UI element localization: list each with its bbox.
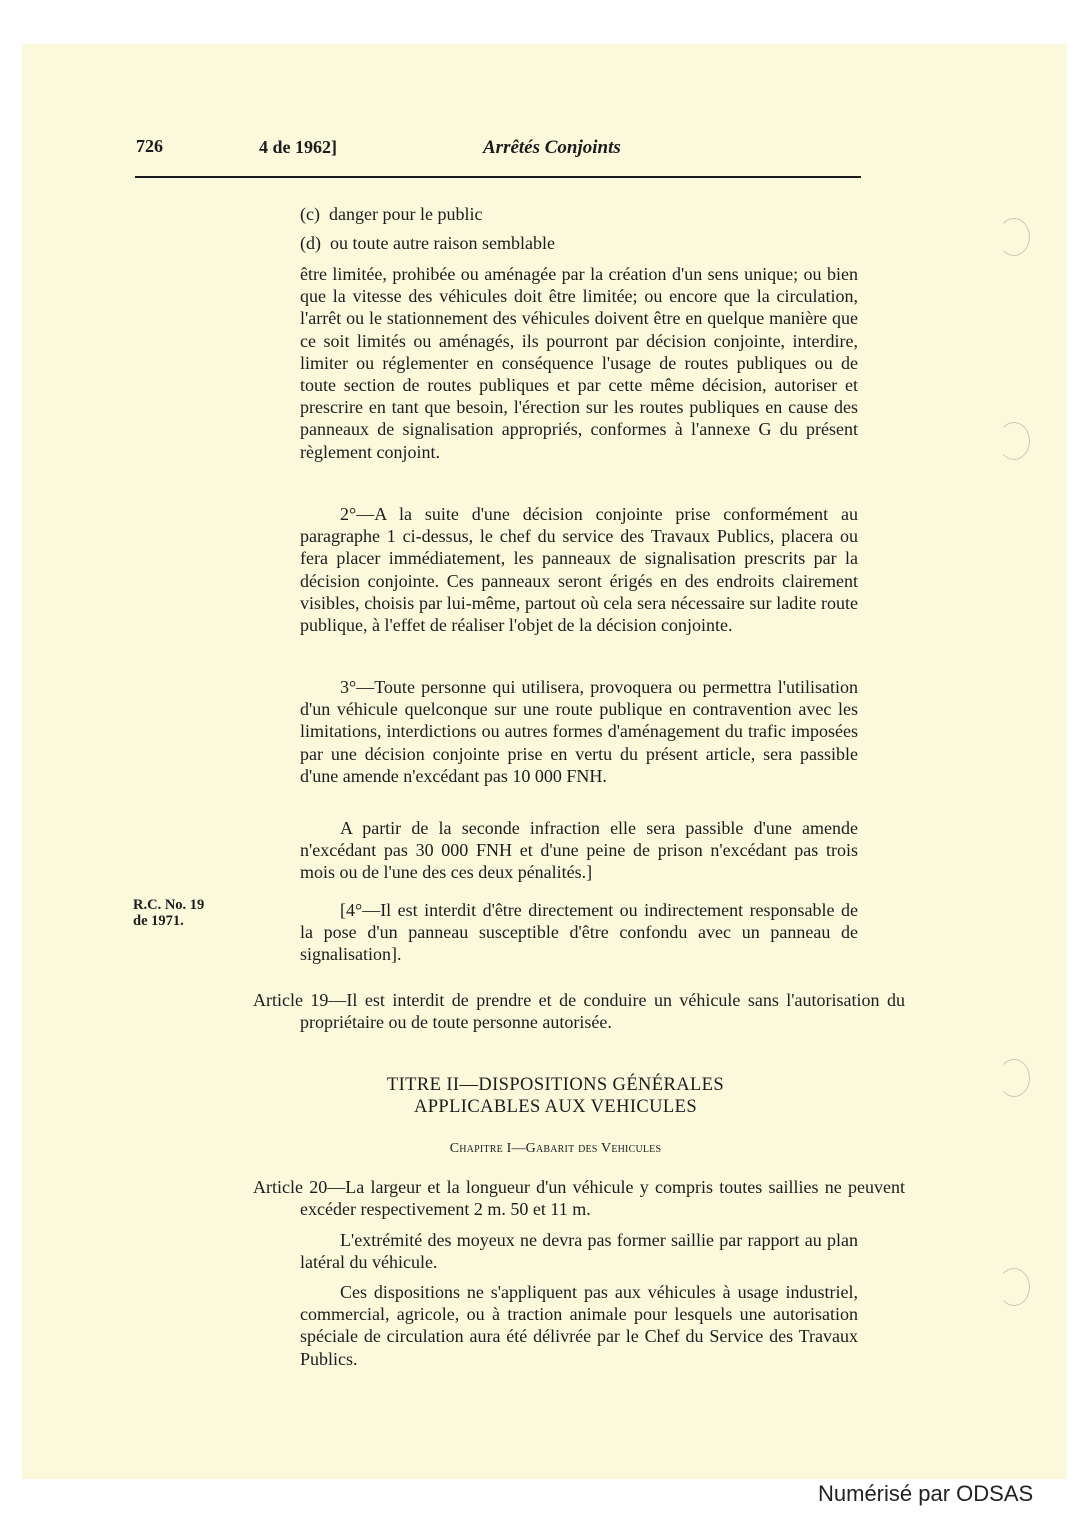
list-item — [300, 203, 482, 225]
binder-hole-3 — [998, 1059, 1030, 1097]
titre-line2: APPLICABLES AUX VEHICULES — [413, 1097, 698, 1117]
list-item — [300, 232, 555, 254]
article-20: Article 20—La largeur et la longueur d'un véhicule y compris toutes saillies ne peuvent excéder respectivement 2 m. 50 et 11 m. — [253, 1177, 905, 1220]
digitization-watermark: Numérisé par ODSAS — [818, 1481, 1034, 1506]
binder-hole-1 — [998, 218, 1030, 256]
header-rule — [135, 176, 861, 178]
margin-note-line1: R.C. No. 19 — [133, 897, 205, 913]
paragraph-continuation: être limitée, prohibée ou aménagée par la création d'un sens unique; ou bien que la vitesse des véhicules doit être limitée; ou encore que la circulation, l'arrêt ou le stationnement des véhicules doivent être en quelque manière que ce soit limités ou aménagés, ils pourront par décision conjointe, interdire, limiter ou réglementer en conséquence l'usage de routes publiques ou de toute section de routes publiques et par cette même décision, autoriser et prescrire en tant que besoin, l'érection sur les routes publiques en cause des panneaux de signalisation appropriés, conformes à l'annexe G du présent règlement conjoint. — [300, 264, 858, 462]
paragraph-4: [4°—Il est interdit d'être directement ou indirectement responsable de la pose d'un panneau susceptible d'être confondu avec un panneau de signalisation]. — [300, 900, 858, 965]
article-19: Article 19—Il est interdit de prendre et de conduire un véhicule sans l'autorisation du propriétaire ou de toute personne autorisée. — [253, 990, 905, 1033]
margin-note — [133, 897, 204, 929]
list-text: ou toute autre raison semblable — [330, 233, 555, 253]
paragraph-3: 3°—Toute personne qui utilisera, provoquera ou permettra l'utilisation d'un véhicule quelconque sur une route publique en contravention avec les limitations, interdictions ou autres formes d'aménagement du trafic imposées par une décision conjointe prise en vertu du présent article, sera passible d'une amende n'excédant pas 10 000 FNH. — [300, 677, 858, 786]
margin-note-line2: de 1971. — [133, 913, 184, 929]
paragraph-20c: Ces dispositions ne s'appliquent pas aux véhicules à usage industriel, commercial, agricole, ou à traction animale pour lesquels une autorisation spéciale de circulation aura été délivrée par le Chef du Service des Travaux Publics. — [300, 1282, 858, 1369]
paragraph-2: 2°—A la suite d'une décision conjointe prise conformément au paragraphe 1 ci-dessus, le chef du service des Travaux Publics, placera ou fera placer immédiatement, les panneaux de signalisation prescrits par la décision conjointe. Ces panneaux seront érigés en des endroits clairement visibles, choisis par lui-même, partout où cela sera nécessaire sur ladite route publique, à l'effet de réaliser l'objet de la décision conjointe. — [300, 504, 858, 636]
chapitre-heading: Chapitre I—Gabarit des Vehicules — [449, 1141, 662, 1156]
titre-heading — [253, 1074, 858, 1118]
binder-hole-4 — [998, 1268, 1030, 1306]
list-marker: (d) — [300, 233, 321, 253]
titre-line1: TITRE II—DISPOSITIONS GÉNÉRALES — [386, 1075, 725, 1095]
page-number: 726 — [136, 136, 163, 156]
paragraph-3b: A partir de la seconde infraction elle sera passible d'une amende n'excédant pas 30 000 FNH et d'une peine de prison n'excédant pas trois mois ou de l'une des ces deux pénalités.] — [300, 818, 858, 883]
paragraph-20b: L'extrémité des moyeux ne devra pas former saillie par rapport au plan latéral du véhicule. — [300, 1230, 858, 1273]
binder-hole-2 — [998, 422, 1030, 460]
list-text: danger pour le public — [328, 204, 483, 224]
header-reference: 4 de 1962] — [259, 137, 337, 157]
running-title: Arrêtés Conjoints — [483, 137, 621, 158]
list-marker: (c) — [300, 204, 320, 224]
